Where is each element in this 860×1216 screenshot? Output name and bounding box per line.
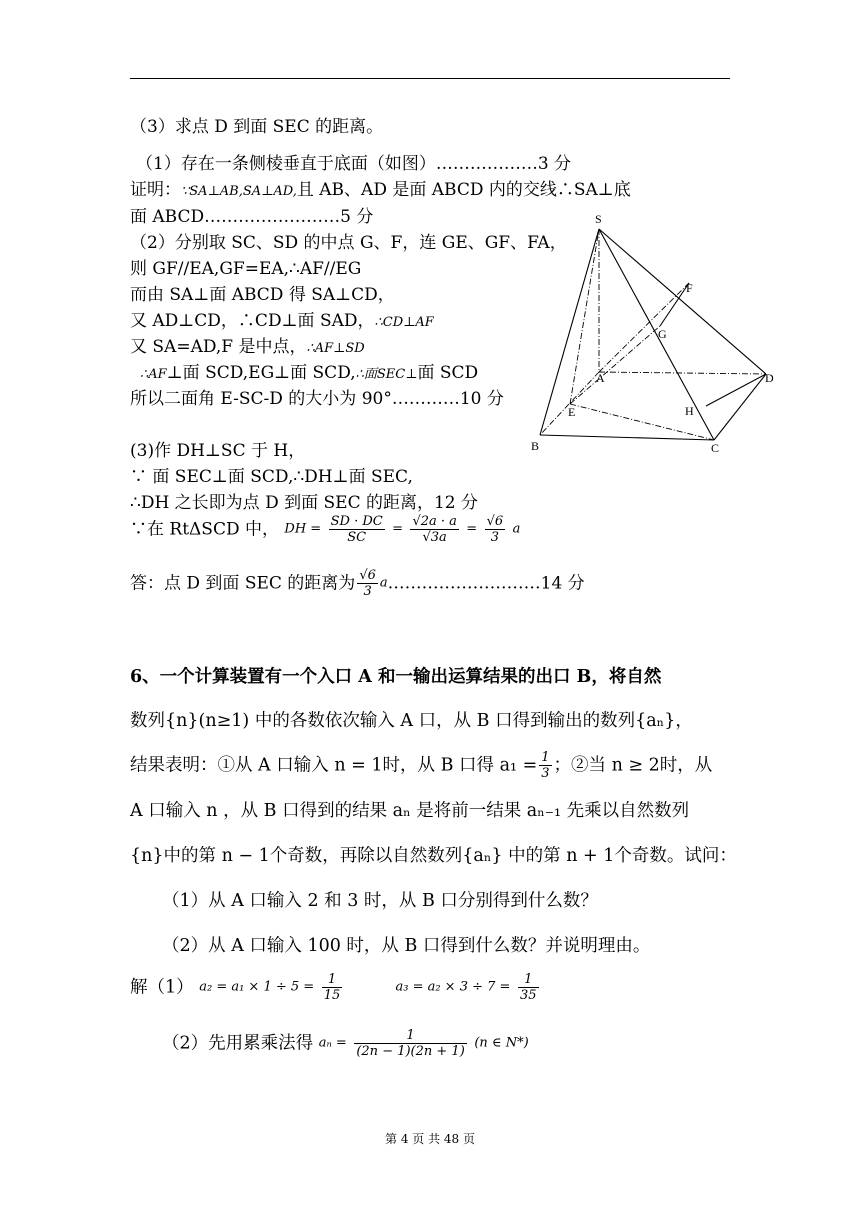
sol-line-15 (130, 568, 585, 599)
part3-question: （3）求点 D 到面 SEC 的距离。 (130, 117, 384, 137)
segment-af (599, 283, 689, 372)
label-g: G (658, 327, 667, 341)
sol-line-8 (130, 336, 365, 360)
fraction-denominator: 35 (520, 988, 537, 1003)
fraction-numerator: 1 (322, 972, 343, 988)
q6-line-2: 数列{n}(n≥1) 中的各数依次输入 A 口，从 B 口得到输出的数列{aₙ}， (130, 711, 693, 731)
fraction-1-15 (322, 972, 343, 1003)
fraction-an-formula (354, 1028, 466, 1059)
q6-line-1-text: 6、一个计算装置有一个入口 A 和一输出运算结果的出口 B，将自然 (130, 667, 662, 687)
fraction-numerator: √6 (359, 568, 376, 583)
sol-line-13: ∴DH 之长即为点 D 到面 SEC 的距离，12 分 (130, 493, 479, 513)
q6-line-3-text-a: 结果表明：①从 A 口输入 n = 1时，从 B 口得 a₁ = (130, 755, 538, 776)
sol-line-5: 则 GF//EA,GF=EA,∴AF//EG (130, 259, 362, 279)
label-h: H (685, 404, 694, 418)
a3-expression: a₃ = a₂ × 3 ÷ 7 = (395, 979, 511, 995)
a2-expression: a₂ = a₁ × 1 ÷ 5 = (199, 979, 315, 995)
segment-dh (706, 374, 766, 406)
sol-line-1: （1）存在一条侧棱垂直于底面（如图）………………3 分 (136, 154, 572, 174)
fraction-numerator: √6 (486, 514, 504, 529)
edge-sd (599, 229, 766, 374)
label-d: D (765, 371, 774, 385)
fraction-numerator: 1 (354, 1028, 466, 1044)
fraction-sd-dc-sc (329, 514, 385, 545)
sol-line-10: 所以二面角 E-SC-D 的大小为 90°…………10 分 (130, 389, 504, 409)
fraction-root2a-root3a (410, 514, 458, 545)
domain-condition: (n ∈ N*) (474, 1035, 529, 1051)
dh-lhs: DH = (284, 521, 322, 537)
label-s: S (595, 212, 602, 226)
sol-line-7-math: ∴CD⊥AF (374, 315, 434, 330)
label-a: A (596, 371, 605, 385)
sol-line-8-text: 又 SA=AD,F 是中点， (130, 337, 307, 357)
fraction-root6-3-answer (357, 568, 378, 599)
answer-score: ………………………14 分 (387, 573, 585, 594)
an-expression: aₙ = (318, 1035, 347, 1051)
solution-label: 解（1） (130, 977, 194, 998)
sol-line-9-text-2: 面 SCD (417, 363, 479, 383)
sol-line-9-text-1: ⊥面 SCD,EG⊥面 SCD, (166, 363, 356, 383)
sol-line-9 (140, 362, 478, 386)
edge-cd (714, 374, 766, 440)
sol-line-9-math-1: ∴AF (140, 367, 167, 382)
sol-line-7 (130, 310, 434, 334)
equals-sign: = (392, 521, 404, 537)
q6-solution-1 (130, 972, 541, 1003)
fraction-denominator: √3a (422, 530, 447, 545)
sol-line-3: 面 ABCD……………………5 分 (130, 207, 374, 227)
sol-line-7-text: 又 AD⊥CD，∴CD⊥面 SAD， (130, 311, 375, 331)
sol-line-6: 而由 SA⊥面 ABCD 得 SA⊥CD， (130, 285, 395, 305)
sol-line-11: (3)作 DH⊥SC 于 H， (130, 441, 306, 461)
fraction-denominator: 15 (323, 988, 341, 1003)
q6-line-3-text-b: ；②当 n ≥ 2时，从 (553, 755, 713, 776)
sol-line-9-math-2: ∴面SEC⊥ (355, 367, 418, 382)
fraction-denominator: 3 (490, 530, 500, 545)
variable-a: a (512, 521, 521, 537)
fraction-numerator: √2a · a (412, 514, 457, 529)
label-e: E (568, 405, 576, 419)
fraction-denominator: 3 (363, 584, 372, 599)
fraction-denominator: 3 (541, 766, 550, 781)
edge-sc (599, 229, 714, 440)
sol-line-14 (130, 514, 520, 545)
q6-line-3 (130, 750, 712, 781)
sol-line-8-math: ∴AF⊥SD (306, 341, 365, 356)
q6-solution-2 (162, 1028, 529, 1059)
q6-line-6: （1）从 A 口输入 2 和 3 时，从 B 口分别得到什么数？ (162, 891, 598, 911)
proof-label: 证明： (130, 180, 181, 200)
fraction-numerator: 1 (518, 972, 539, 988)
label-b: B (531, 439, 540, 453)
sol-line-2 (130, 179, 631, 203)
edge-ad (599, 372, 766, 374)
fraction-root6-3 (485, 514, 506, 545)
fraction-denominator: (2n − 1)(2n + 1) (356, 1044, 465, 1059)
sol-line-4: （2）分别取 SC、SD 的中点 G、F，连 GE、GF、FA， (130, 233, 567, 253)
q6-line-5: {n}中的第 n − 1个奇数，再除以自然数列{aₙ} 中的第 n + 1个奇数。试问： (130, 846, 737, 866)
fraction-numerator: SD · DC (330, 514, 383, 529)
fraction-numerator: 1 (541, 750, 550, 765)
q6-line-1 (130, 666, 661, 688)
proof-math: ∵SA⊥AB,SA⊥AD, (181, 184, 297, 199)
fraction-denominator: SC (347, 530, 367, 545)
label-f: F (686, 281, 693, 295)
segment-eg (570, 326, 660, 404)
proof-text: 且 AB、AD 是面 ABCD 内的交线∴SA⊥底 (296, 180, 631, 200)
q6-line-4: A 口输入 n ，从 B 口得到的结果 aₙ 是将前一结果 aₙ₋₁ 先乘以自然数列 (130, 801, 690, 821)
rt-triangle-text: ∵在 RtΔSCD 中， (130, 519, 279, 540)
fraction-1-35 (518, 972, 539, 1003)
answer-text: 答：点 D 到面 SEC 的距离为 (130, 573, 356, 594)
sol-line-12: ∵ 面 SEC⊥面 SCD,∴DH⊥面 SEC, (130, 467, 413, 487)
pyramid-figure (528, 208, 788, 458)
fraction-one-third (539, 750, 551, 781)
label-c: C (711, 441, 720, 455)
segment-fg (660, 283, 689, 326)
equals-sign: = (466, 521, 478, 537)
q6-line-7: （2）从 A 口输入 100 时，从 B 口得到什么数？并说明理由。 (162, 936, 651, 956)
edge-bc (540, 435, 714, 440)
page-footer: 第 4 页 共 48 页 (385, 1132, 475, 1146)
header-rule (130, 78, 730, 79)
solution-2-text: （2）先用累乘法得 (162, 1033, 314, 1054)
variable-a: a (379, 575, 388, 591)
